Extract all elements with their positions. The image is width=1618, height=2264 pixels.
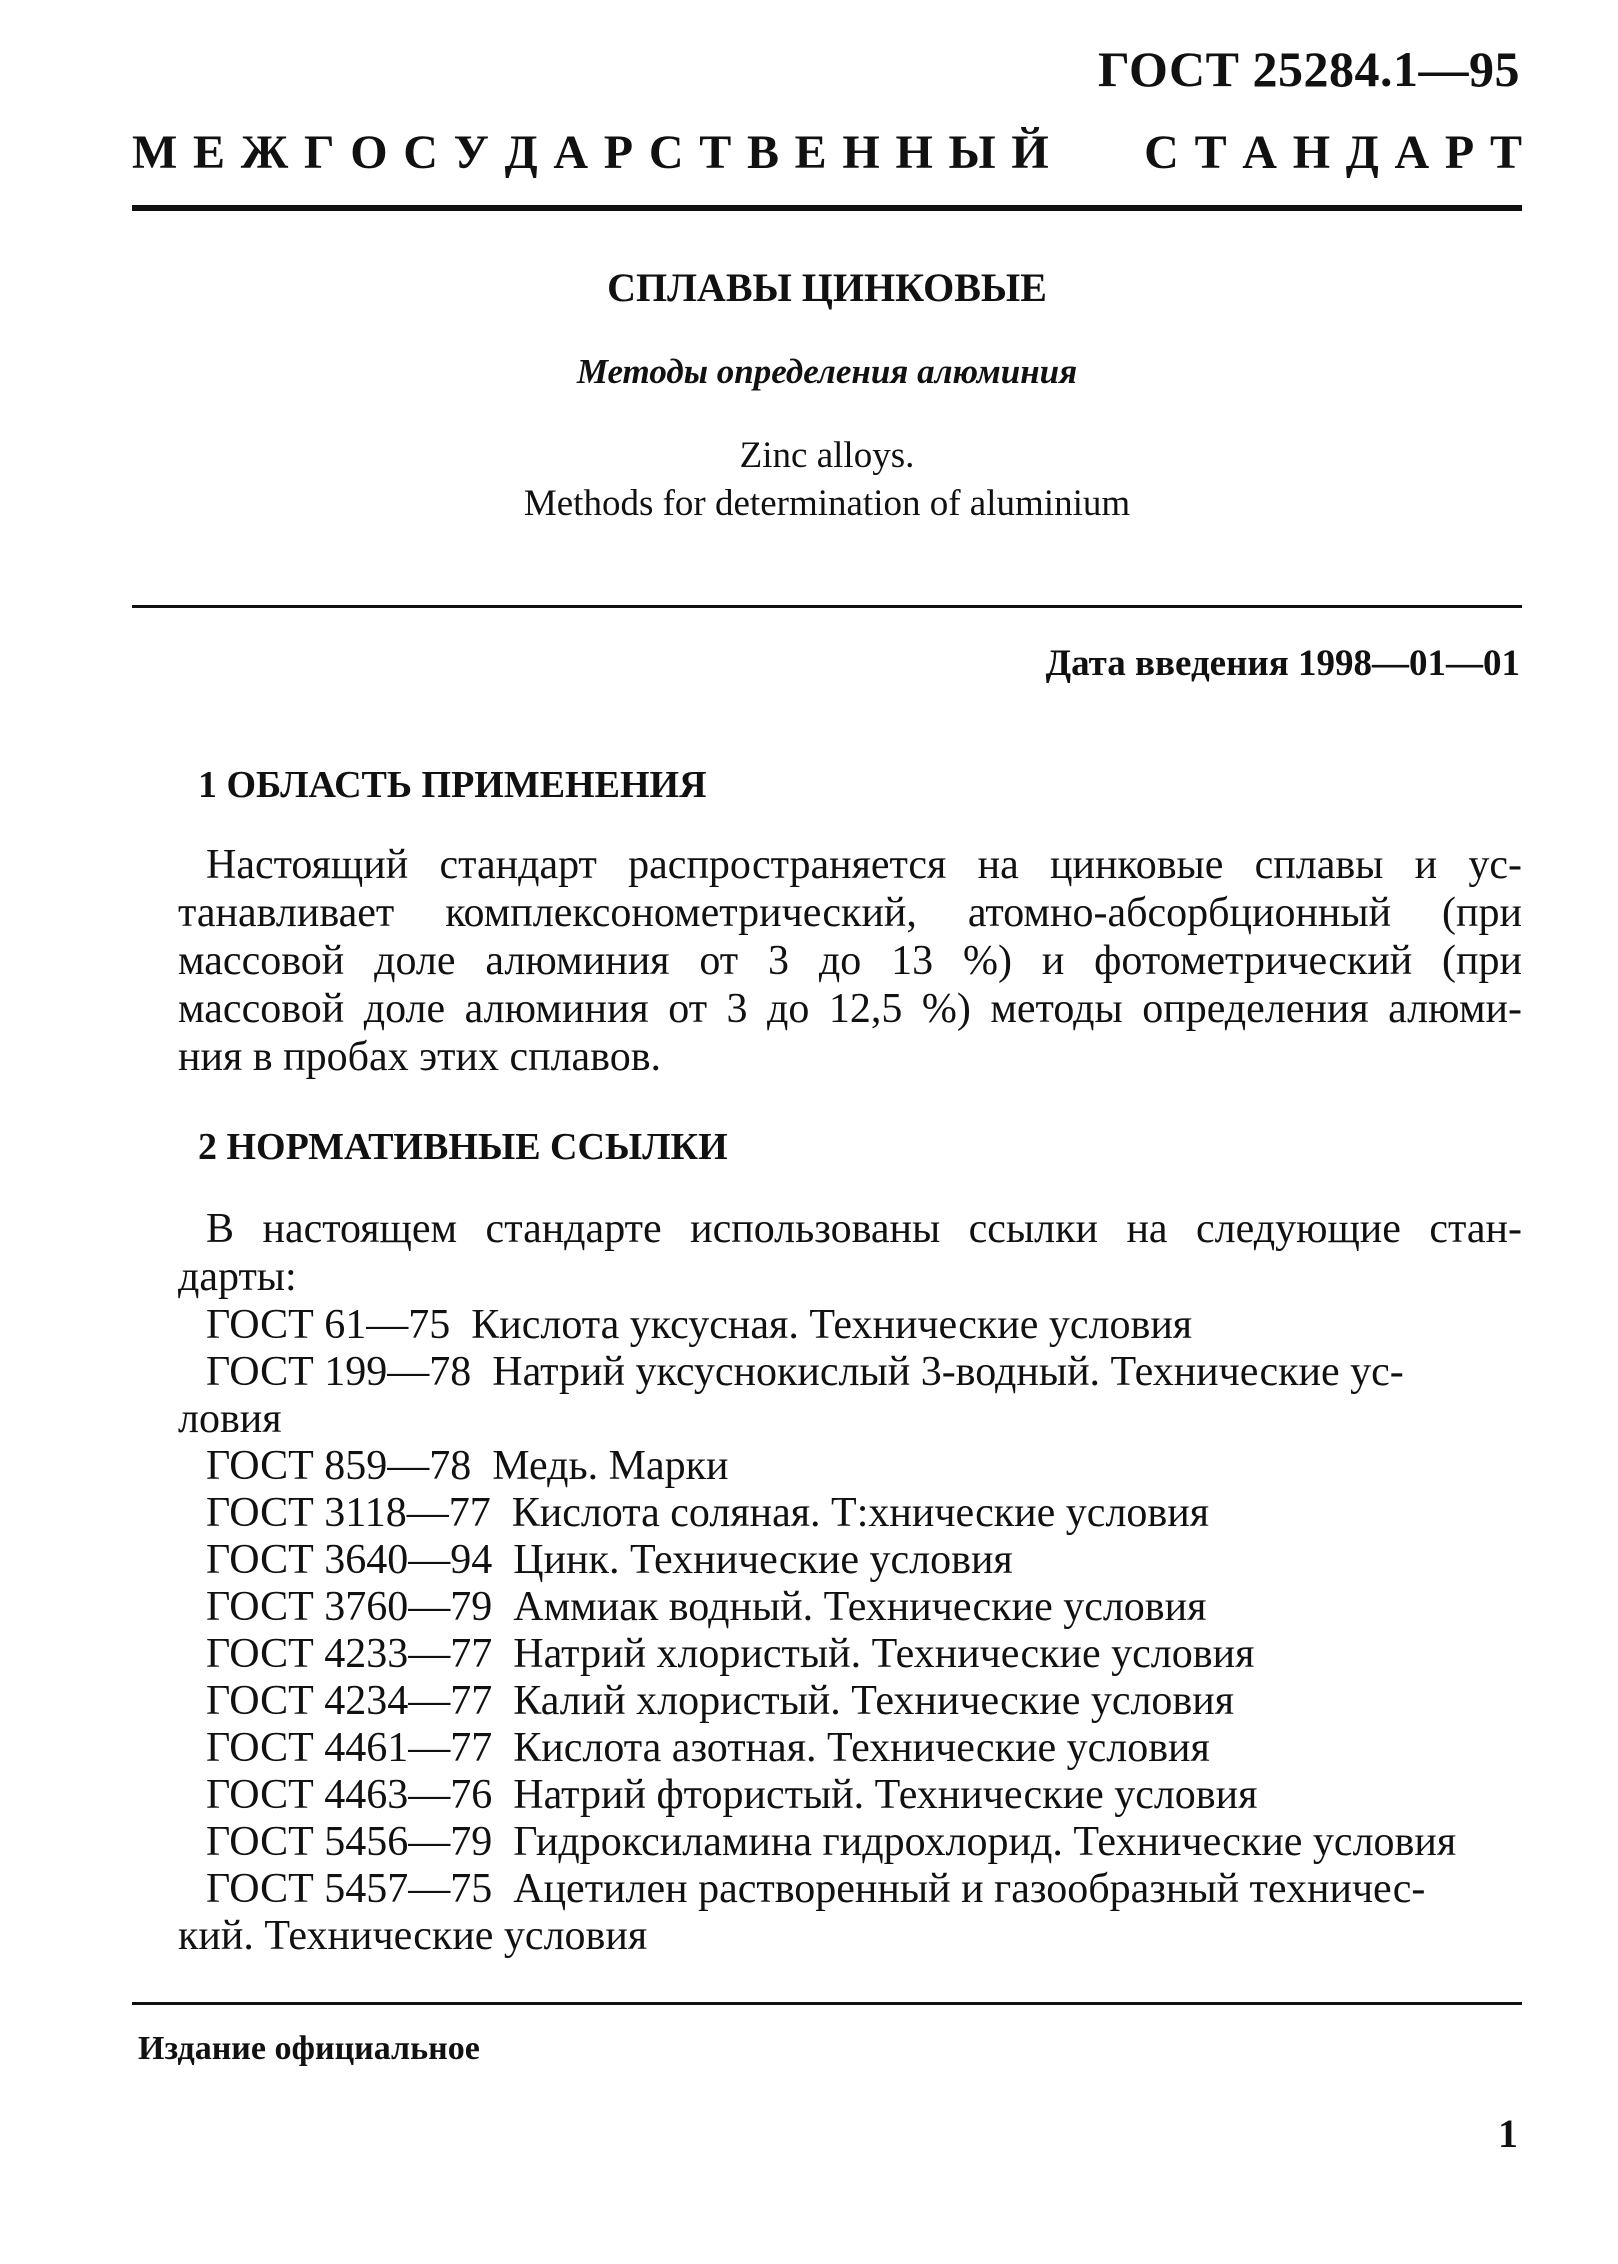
- reference-code: ГОСТ 3640—94: [206, 1537, 493, 1583]
- reference-code: ГОСТ 859—78: [206, 1443, 472, 1489]
- reference-title: Натрий уксуснокислый 3-водный. Технические ус-: [492, 1349, 1404, 1395]
- reference-title: Натрий хлористый. Технические условия: [513, 1631, 1255, 1677]
- banner-letter: С: [1144, 126, 1179, 179]
- reference-title: Натрий фтористый. Технические условия: [513, 1772, 1258, 1818]
- banner-letter: У: [453, 126, 489, 179]
- title-rule: [132, 605, 1522, 608]
- reference-title: Аммиак водный. Технические условия: [513, 1584, 1207, 1630]
- reference-title: Кислота азотная. Технические условия: [513, 1725, 1210, 1771]
- effective-date: Дата введения 1998—01—01: [1045, 643, 1520, 684]
- section-1-paragraph: [178, 841, 1522, 1081]
- reference-code: ГОСТ 3760—79: [206, 1584, 493, 1630]
- english-title-line-2: Methods for determination of aluminium: [523, 483, 1131, 524]
- reference-item: [178, 1819, 1522, 1866]
- document-subtitle: Методы определения алюминия: [576, 352, 1078, 391]
- reference-title-continuation: кий. Технические условия: [178, 1913, 648, 1959]
- banner-letter: Е: [794, 126, 827, 179]
- page-number: 1: [1498, 2111, 1518, 2156]
- reference-title: Калий хлористый. Технические условия: [513, 1678, 1235, 1724]
- reference-title: Кислота уксусная. Технические условия: [471, 1302, 1193, 1348]
- document-code: ГОСТ 25284.1—95: [1097, 41, 1520, 97]
- reference-item: [178, 1490, 1522, 1537]
- banner-letter: Е: [193, 126, 226, 179]
- reference-code: ГОСТ 3118—77: [206, 1490, 491, 1536]
- banner-letter: Р: [603, 126, 634, 179]
- banner-letter: Т: [1194, 126, 1227, 179]
- reference-item: [178, 1725, 1522, 1772]
- banner-gap: [1064, 125, 1128, 180]
- reference-item: [178, 1584, 1522, 1631]
- paragraph-line: массовой доле алюминия от 3 до 13 %) и фотометрический (при: [178, 938, 1522, 984]
- section-1-heading: 1 ОБЛАСТЬ ПРИМЕНЕНИЯ: [198, 764, 707, 806]
- banner-letter: В: [746, 126, 779, 179]
- banner-letter: Н: [1292, 126, 1331, 179]
- english-title-line-1: Zinc alloys.: [739, 435, 915, 476]
- reference-code: ГОСТ 4233—77: [206, 1631, 493, 1677]
- reference-code: ГОСТ 5457—75: [206, 1866, 493, 1912]
- section-2-intro: [178, 1205, 1522, 1301]
- banner-letter: Ы: [948, 126, 996, 179]
- reference-title: Кислота соляная. Т:хнические условия: [511, 1490, 1210, 1536]
- banner-letter: Й: [1011, 126, 1049, 179]
- paragraph-line: танавливает комплексонометрический, атомно-абсорбционный (при: [178, 890, 1522, 936]
- banner-letter: Р: [1444, 126, 1475, 179]
- reference-title: Ацетилен растворенный и газообразный техничес-: [513, 1866, 1426, 1912]
- reference-title: Медь. Марки: [492, 1443, 729, 1489]
- banner-letter: Д: [1345, 126, 1379, 179]
- reference-code: ГОСТ 4461—77: [206, 1725, 493, 1771]
- reference-item: [178, 1349, 1522, 1396]
- intro-line: В настоящем стандарте использованы ссылки на следующие стан-: [206, 1206, 1522, 1252]
- banner-letter: О: [350, 126, 388, 179]
- banner-letter: С: [648, 126, 684, 179]
- reference-item: [178, 1537, 1522, 1584]
- banner-letter: Т: [1489, 126, 1522, 179]
- intro-line: дарты:: [178, 1254, 297, 1300]
- reference-title-continuation: ловия: [178, 1396, 282, 1442]
- banner-letter: А: [1242, 126, 1277, 179]
- reference-code: ГОСТ 199—78: [206, 1349, 472, 1395]
- reference-item: [178, 1772, 1522, 1819]
- reference-list: [178, 1302, 1522, 1960]
- section-2-heading: 2 НОРМАТИВНЫЕ ССЫЛКИ: [198, 1126, 728, 1168]
- header-rule: [132, 205, 1522, 211]
- reference-code: ГОСТ 4463—76: [206, 1772, 493, 1818]
- reference-title: Гидроксиламина гидрохлорид. Технические условия: [513, 1819, 1457, 1865]
- reference-code: ГОСТ 4234—77: [206, 1678, 493, 1724]
- reference-item: [178, 1443, 1522, 1490]
- edition-label: Издание официальное: [138, 2030, 480, 2067]
- paragraph-line: массовой доле алюминия от 3 до 12,5 %) методы определения алюми-: [178, 986, 1522, 1032]
- banner-letter: Ж: [240, 126, 289, 179]
- reference-code: ГОСТ 5456—79: [206, 1819, 493, 1865]
- standard-banner: [132, 125, 1522, 180]
- banner-letter: А: [1394, 126, 1430, 179]
- banner-letter: Н: [842, 126, 880, 179]
- banner-letter: Н: [895, 126, 933, 179]
- banner-letter: Д: [504, 126, 538, 179]
- reference-item: [178, 1631, 1522, 1678]
- reference-title: Цинк. Технические условия: [513, 1537, 1013, 1583]
- reference-code: ГОСТ 61—75: [206, 1302, 451, 1348]
- banner-letter: Т: [699, 126, 732, 179]
- banner-letter: С: [403, 126, 438, 179]
- reference-item: [178, 1302, 1522, 1349]
- paragraph-line: ния в пробах этих сплавов.: [178, 1034, 662, 1080]
- banner-letter: Г: [303, 126, 335, 179]
- reference-item: [178, 1678, 1522, 1725]
- footer-rule: [132, 2002, 1522, 2005]
- english-title: [132, 432, 1522, 528]
- document-title: СПЛАВЫ ЦИНКОВЫЕ: [607, 265, 1047, 310]
- paragraph-line: Настоящий стандарт распространяется на цинковые сплавы и ус-: [206, 842, 1522, 888]
- reference-item: [178, 1866, 1522, 1913]
- banner-letter: А: [553, 126, 589, 179]
- banner-letter: М: [132, 126, 178, 179]
